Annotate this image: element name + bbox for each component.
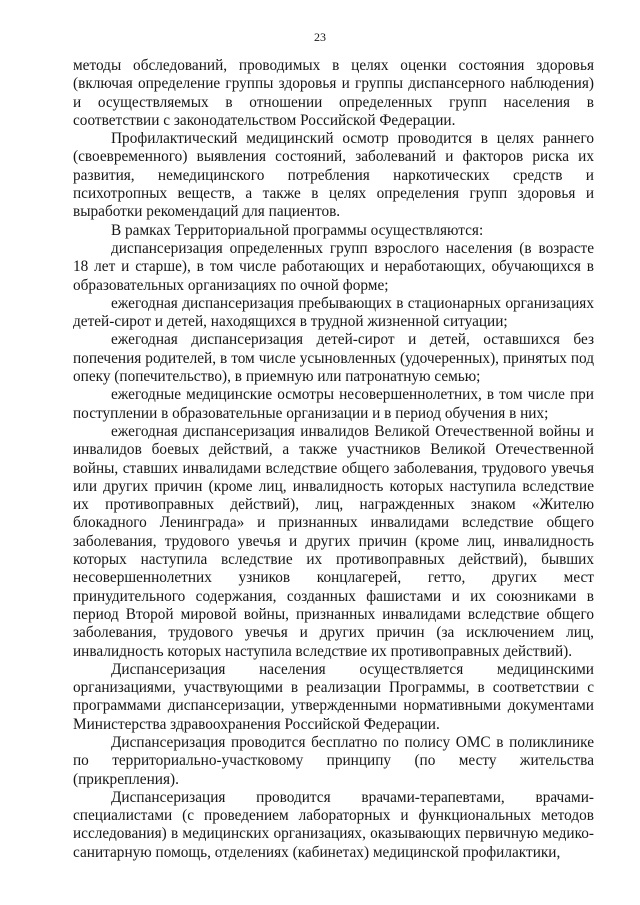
body-text <box>73 57 594 862</box>
paragraph-7: ежегодные медицинские осмотры несовершеннолетних, в том числе при поступлении в образовательные организации и в период обучения в них; <box>73 386 594 422</box>
paragraph-2: Профилактический медицинский осмотр проводится в целях раннего (своевременного) выявления состояний, заболеваний и факторов риска их развития, немедицинского потребления наркотических средств и психотропных веществ, а также в целях определения групп здоровья и выработки рекомендаций для пациентов. <box>73 130 594 221</box>
paragraph-4: диспансеризация определенных групп взрослого населения (в возрасте 18 лет и старше), в том числе работающих и неработающих, обучающихся в образовательных организациях по очной форме; <box>73 239 594 294</box>
paragraph-1: методы обследований, проводимых в целях оценки состояния здоровья (включая определение группы здоровья и группы диспансерного наблюдения) и осуществляемых в отношении определенных групп населения в соответствии с законодательством Российской Федерации. <box>73 57 594 129</box>
paragraph-6: ежегодная диспансеризация детей-сирот и детей, оставшихся без попечения родителей, в том числе усыновленных (удочеренных), принятых под опеку (попечительство), в приемную или патронатную семью; <box>73 331 594 386</box>
page-number: 23 <box>314 30 326 44</box>
paragraph-3: В рамках Территориальной программы осуществляются: <box>111 221 484 239</box>
paragraph-10: Диспансеризация проводится бесплатно по полису ОМС в поликлинике по территориально-участковому принципу (по месту жительства (прикрепления). <box>73 733 594 788</box>
paragraph-8: ежегодная диспансеризация инвалидов Великой Отечественной войны и инвалидов боевых действий, а также участников Великой Отечественной войны, ставших инвалидами вследствие общего заболевания, трудового увечья или других причин (кроме лиц, инвалидность которых наступила вследствие их противоправных действий), лиц, награжденных знаком «Жителю блокадного Ленинграда» и признанных инвалидами вследствие общего заболевания, трудового увечья и других причин (кроме лиц, инвалидность которых наступила вследствие их противоправных действий), бывших несовершеннолетних узников концлагерей, гетто, других мест принудительного содержания, созданных фашистами и их союзниками в период Второй мировой войны, признанных инвалидами вследствие общего заболевания, трудового увечья и других причин (за исключением лиц, инвалидность которых наступила вследствие их противоправных действий). <box>73 422 594 660</box>
paragraph-9: Диспансеризация населения осуществляется медицинскими организациями, участвующими в реализации Программы, в соответствии с программами диспансеризации, утвержденными нормативными документами Министерства здравоохранения Российской Федерации. <box>73 660 594 733</box>
paragraph-11: Диспансеризация проводится врачами-терапевтами, врачами-специалистами (с проведением лабораторных и функциональных методов исследования) в медицинских организациях, оказывающих первичную медико-санитарную помощь, отделениях (кабинетах) медицинской профилактики, <box>73 788 594 861</box>
paragraph-5: ежегодная диспансеризация пребывающих в стационарных организациях детей-сирот и детей, находящихся в трудной жизненной ситуации; <box>73 294 594 331</box>
